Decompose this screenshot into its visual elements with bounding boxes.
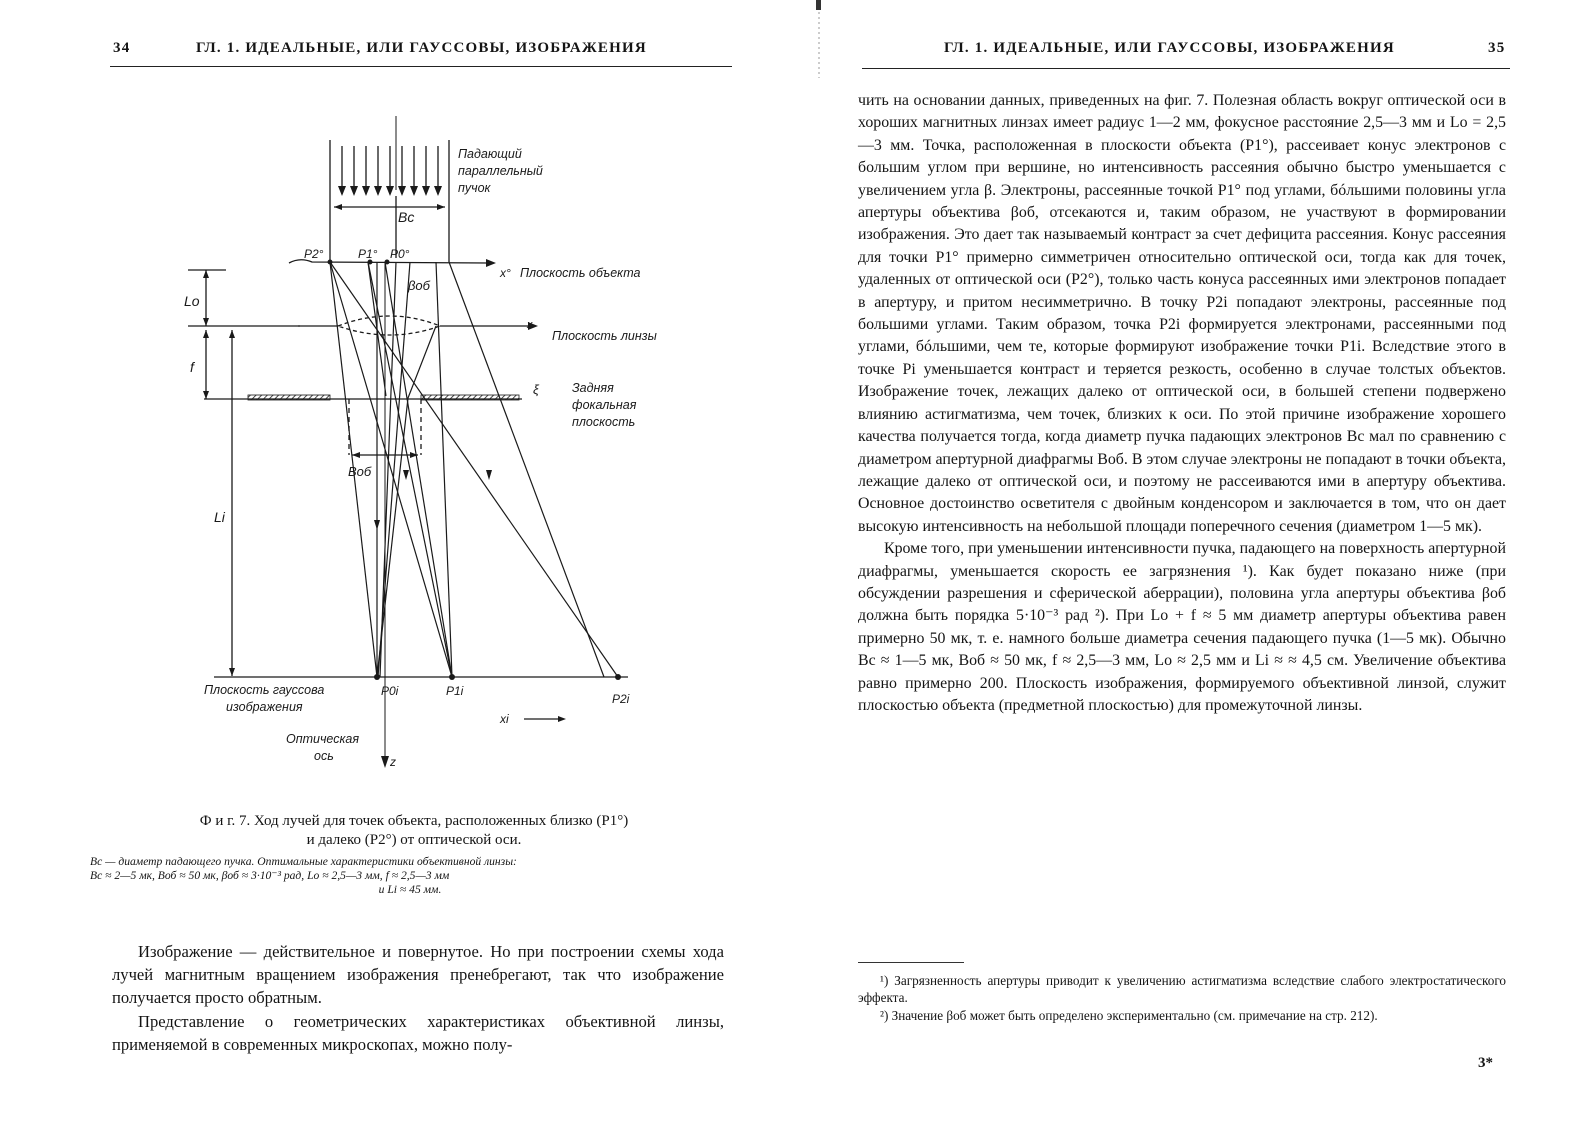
label-gauss-plane-2: изображения [226, 700, 303, 714]
left-paragraph-2: Представление о геометрических характеристиках объективной линзы, применяемой в современных микроскопах, можно полу- [112, 1011, 724, 1054]
label-x: x [527, 319, 533, 331]
label-incident-1: Падающий [458, 147, 522, 161]
label-object-plane: Плоскость объекта [520, 266, 641, 280]
label-p0i: P0i [381, 684, 399, 698]
incident-beam-arrows [342, 146, 438, 190]
legend-line-2: Bc ≈ 2—5 мк, Bоб ≈ 50 мк, βоб ≈ 3·10⁻³ рад, Lo ≈ 2,5—3 мм, f ≈ 2,5—3 мм [90, 869, 450, 882]
right-paragraph-2: Кроме того, при уменьшении интенсивности пучка, падающего на поверхность апертурной диафрагмы, уменьшается скорость ее загрязнения ¹). Как будет показано ниже (при обсуждении разрешения и сферической аберрации), половина угла апертуры объектива βоб должна быть порядка 5·10⁻³ рад ²). При Lo + f ≈ 5 мм диаметр апертуры объектива равен примерно 50 мк, т. е. намного больше диаметра сечения падающего пучка (1—5 мк). Обычно Bc ≈ 1—5 мк, Bоб ≈ 50 мк, f ≈ 2,5—3 мм, Lo ≈ 2,5 мм и Li ≈ ≈ 4,5 см. Увеличение объектива равно примерно 200. Плоскость изображения, формируемого объективной линзой, служит плоскостью объекта (предметной плоскостью) для промежуточной линзы. [858, 540, 1506, 714]
label-p1i: P1i [446, 684, 464, 698]
label-incident-2: параллельный [458, 164, 543, 178]
footnote-2: ²) Значение βоб может быть определено экспериментально (см. примечание на стр. 212). [880, 1008, 1378, 1023]
caption-line-1: Ф и г. 7. Ход лучей для точек объекта, расположенных близко (P1°) [199, 813, 629, 829]
label-xi: xi [500, 712, 509, 726]
header-rule-right [862, 68, 1510, 69]
page-number-left: 34 [113, 40, 131, 56]
label-gauss-plane-1: Плоскость гауссова [204, 683, 325, 697]
signature-mark: 3* [1478, 1055, 1493, 1071]
running-head-right: ГЛ. 1. ИДЕАЛЬНЫЕ, ИЛИ ГАУССОВЫ, ИЗОБРАЖЕНИЯ [944, 40, 1395, 56]
right-paragraph-1: чить на основании данных, приведенных на фиг. 7. Полезная область вокруг оптической оси в хороших магнитных линзах имеет радиус 1—2 мм, фокусное расстояние 2,5—3 мм и Lo = 2,5—3 мм. Точка, расположенная в плоскости объекта (P1°), рассеивает конус электронов с большим углом при вершине, но интенсивность рассеяния обычно быстро уменьшается с увеличением угла β. Электроны, рассеянные точкой P1° под углами, бóльшими половины угла апертуры объектива βоб, отсекаются и, таким образом, не участвуют в формировании изображения. Это дает так называемый контраст за счет дефицита рассеяния. Конус рассеяния для точки P1° примерно симметричен относительно оптической оси, тогда как для точек, удаленных от оптической оси (P2°), только часть конуса рассеянных ими электронов попадает в апертуру, и притом несимметрично. В точку P2i попадают электроны, рассеянные под большими углами. Таким образом, точка P2i формируется электронами, рассеянными под углами, бóльшими, чем те, которые формируют изображение точки P1i. Вследствие этого в точке Pi уменьшается контраст и теряется резкость, особенно в случае толстых объектов. Изображение точек, лежащих далеко от оптической оси, в большей степени подвержено влиянию астигматизма, чем точек, близких к оси. По этой причине изображение хорошего качества получается тогда, когда диаметр пучка падающих электронов Bc мал по сравнению с диаметром апертурной диафрагмы Bоб. В этом случае электроны не попадают в точки объекта, лежащие далеко от оптической оси, и поэтому не рассеиваются ими в апертуру объектива. Основное достоинство осветителя с двойным конденсором и заключается в том, что он дает высокую интенсивность на небольшой площади поперечного сечения (диаметром 1—5 мк). [858, 92, 1506, 535]
label-lo: Lo [184, 293, 200, 309]
footnote-rule [858, 962, 964, 963]
label-back-focal-2: фокальная [572, 398, 637, 412]
running-head-left: ГЛ. 1. ИДЕАЛЬНЫЕ, ИЛИ ГАУССОВЫ, ИЗОБРАЖЕНИЯ [196, 40, 647, 56]
label-p2i: P2i [612, 692, 630, 706]
label-p0o: P0° [390, 247, 410, 261]
label-li: Li [214, 509, 225, 525]
label-optical-axis-1: Оптическая [286, 732, 360, 746]
figure-legend [90, 855, 730, 897]
label-z: z [390, 755, 396, 769]
figure-caption [96, 812, 732, 850]
label-back-focal-1: Задняя [572, 381, 614, 395]
label-beta-ob: βоб [408, 278, 430, 293]
page-number-right: 35 [1488, 40, 1506, 56]
footnotes [858, 973, 1506, 1027]
left-paragraph-1: Изображение — действительное и повернутое. Но при построении схемы хода лучей магнитным вращением изображения пренебрегают, так что изображение получается просто обратным. [112, 942, 724, 1008]
label-p2o: P2° [304, 247, 324, 261]
label-back-focal-3: плоскость [572, 415, 636, 429]
label-f: f [190, 359, 194, 375]
label-xi-sym: ξ [533, 382, 539, 397]
label-optical-axis-2: ось [314, 749, 334, 763]
ray-diagram-figure [0, 0, 785, 800]
caption-line-2: и далеко (P2°) от оптической оси. [306, 832, 522, 848]
label-bc: Bc [398, 209, 415, 225]
label-p1o: P1° [358, 247, 378, 261]
right-body-text [858, 90, 1506, 717]
label-xo: x° [500, 266, 511, 280]
legend-line-3: и Li ≈ 45 мм. [378, 883, 442, 896]
left-page [0, 0, 785, 1146]
label-lens-plane: Плоскость линзы [552, 329, 657, 343]
legend-line-1: Bc — диаметр падающего пучка. Оптимальные характеристики объективной линзы: [90, 855, 517, 868]
label-incident-3: пучок [458, 181, 491, 195]
left-body-text [112, 940, 724, 1056]
label-bob: Bоб [348, 464, 372, 479]
footnote-1: ¹) Загрязненность апертуры приводит к увеличению астигматизма вследствие слабого электростатического эффекта. [858, 973, 1506, 1005]
